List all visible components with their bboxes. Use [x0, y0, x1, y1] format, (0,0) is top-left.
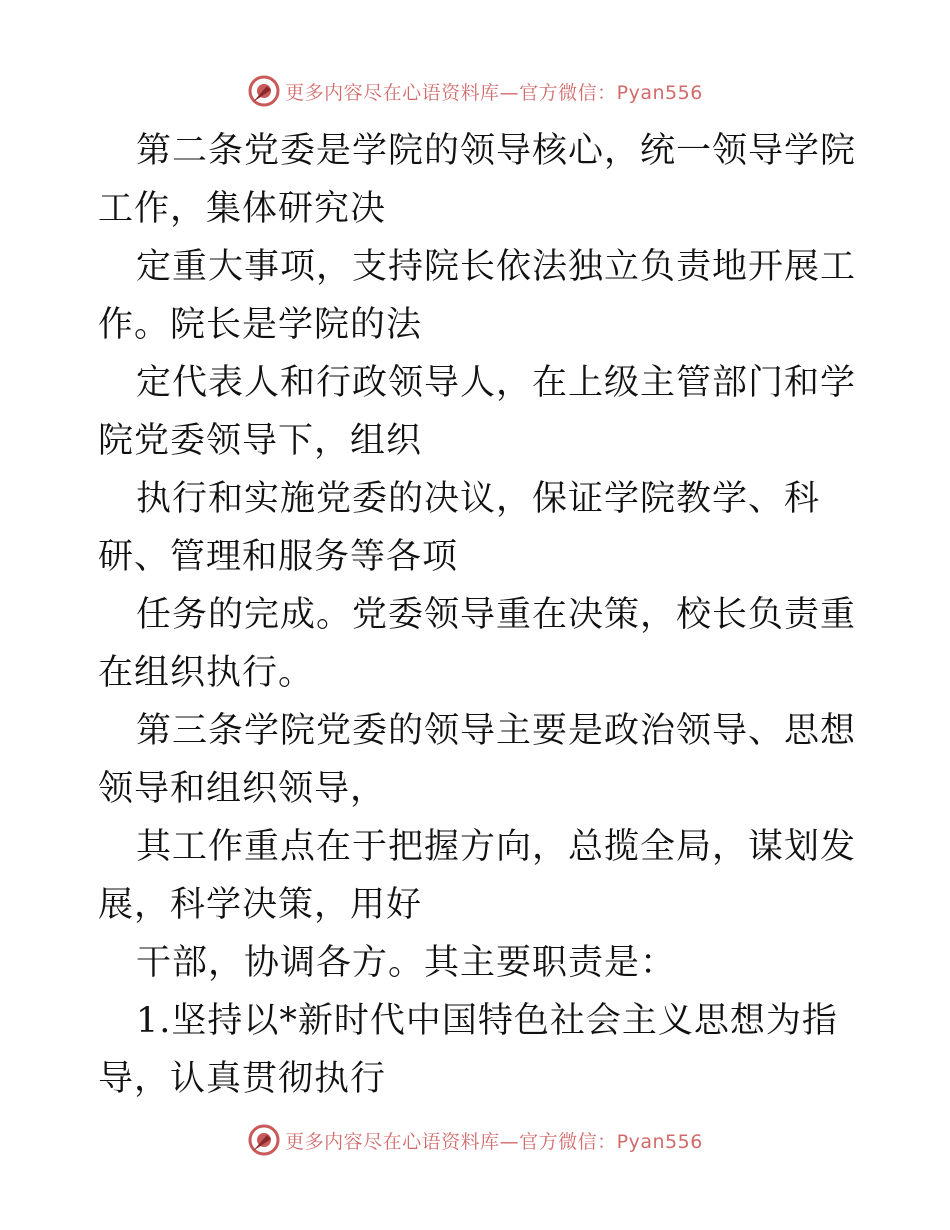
- paragraph: 第二条党委是学院的领导核心，统一领导学院工作，集体研究决: [98, 131, 857, 229]
- watermark-text: 更多内容尽在心语资料库—官方微信：Pyan556: [285, 1130, 703, 1153]
- paragraph: 其工作重点在于把握方向，总揽全局，谋划发展，科学决策，用好: [98, 827, 857, 925]
- paragraph: 定重大事项，支持院长依法独立负责地开展工作。院长是学院的法: [98, 247, 857, 345]
- footer-watermark: [0, 1120, 950, 1160]
- paragraph: 干部，协调各方。其主要职责是：: [136, 943, 677, 983]
- watermark-text: 更多内容尽在心语资料库—官方微信：Pyan556: [285, 81, 703, 104]
- header-watermark: [0, 71, 950, 111]
- watermark-logo-icon: [247, 1123, 281, 1157]
- document-body: [98, 122, 858, 1108]
- watermark-logo-icon: [247, 74, 281, 108]
- paragraph: 定代表人和行政领导人，在上级主管部门和学院党委领导下，组织: [98, 363, 857, 461]
- paragraph: 1.坚持以*新时代中国特色社会主义思想为指导，认真贯彻执行: [98, 1001, 838, 1099]
- paragraph: 第三条学院党委的领导主要是政治领导、思想领导和组织领导，: [98, 711, 857, 809]
- paragraph: 任务的完成。党委领导重在决策，校长负责重在组织执行。: [98, 595, 857, 693]
- paragraph: 执行和实施党委的决议，保证学院教学、科研、管理和服务等各项: [98, 479, 821, 577]
